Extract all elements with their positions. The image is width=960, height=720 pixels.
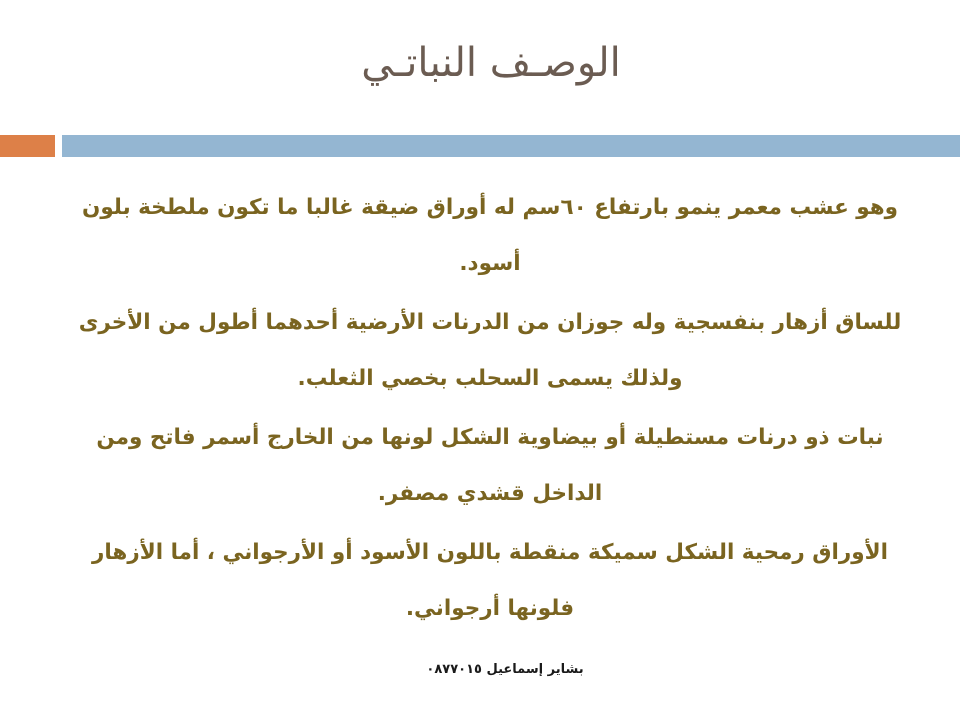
paragraph-3: نبات ذو درنات مستطيلة أو بيضاوية الشكل لونها من الخارج أسمر فاتح ومن الداخل قشدي مصفر.	[96, 425, 884, 506]
paragraph-1: وهو عشب معمر ينمو بارتفاع ٦٠سم له أوراق ضيقة غالبا ما تكون ملطخة بلون أسود.	[81, 195, 899, 276]
slide-body	[70, 180, 910, 640]
paragraph-4: الأوراق رمحية الشكل سميكة منقطة باللون الأسود أو الأرجواني ، أما الأزهار فلونها أرجواني.	[91, 540, 889, 621]
slide-title: الوصـف النباتـي	[361, 40, 621, 86]
paragraph-2: للساق أزهار بنفسجية وله جوزان من الدرنات الأرضية أحدهما أطول من الأخرى ولذلك يسمى السحلب بخصي الثعلب.	[78, 310, 902, 391]
accent-bar-blue	[62, 135, 960, 157]
accent-bar-orange	[0, 135, 55, 157]
slide-footer: بشاير إسماعيل ٠٨٧٧٠١٥	[426, 662, 584, 677]
